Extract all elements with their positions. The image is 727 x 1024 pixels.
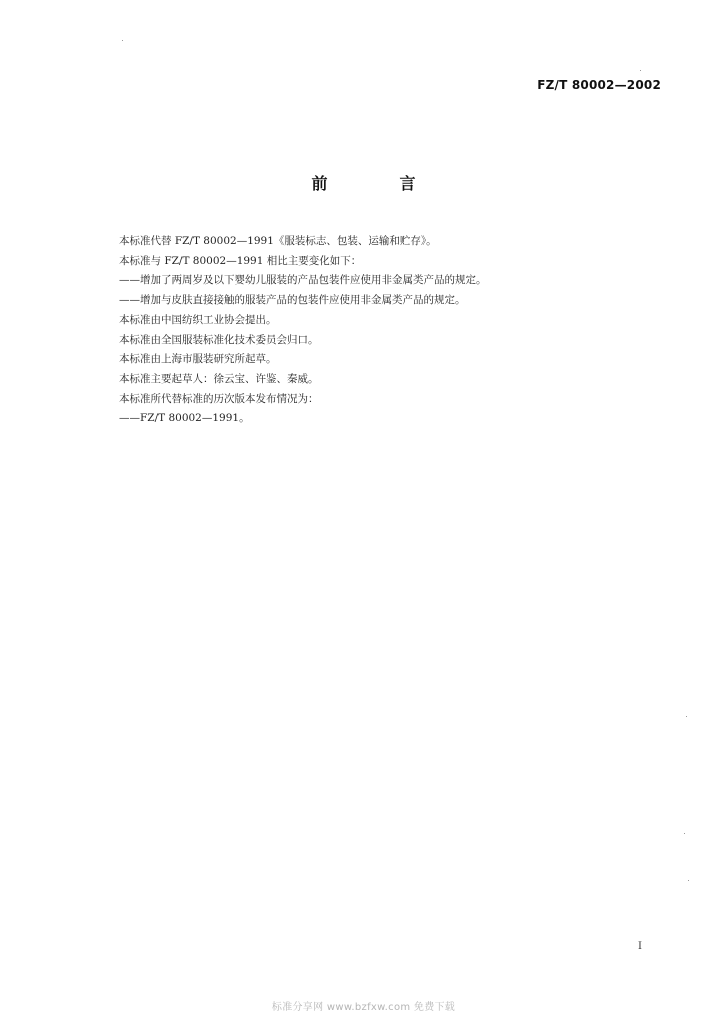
scan-speck: [122, 40, 123, 41]
footer-watermark: 标准分享网 www.bzfxw.com 免费下载: [271, 1002, 456, 1013]
foreword-body: [119, 232, 589, 429]
scan-speck: [684, 833, 685, 834]
standard-code: FZ/T 80002—2002: [537, 78, 661, 92]
body-line-10: ——FZ/T 80002—1991。: [119, 412, 250, 425]
scan-speck: [686, 716, 687, 717]
scan-speck: [688, 880, 689, 881]
body-line-9: 本标准所代替标准的历次版本发布情况为：: [119, 392, 319, 405]
body-line-8: 本标准主要起草人：徐云宝、许鉴、秦威。: [119, 372, 319, 385]
body-line-7: 本标准由上海市服装研究所起草。: [119, 353, 277, 366]
body-line-5: 本标准由中国纺织工业协会提出。: [119, 313, 277, 326]
body-line-4: ——增加与皮肤直接接触的服装产品的包装件应使用非金属类产品的规定。: [119, 294, 466, 307]
body-line-6: 本标准由全国服装标准化技术委员会归口。: [119, 333, 319, 346]
body-line-1: 本标准代替 FZ/T 80002—1991《服装标志、包装、运输和贮存》。: [119, 235, 437, 247]
body-line-2: 本标准与 FZ/T 80002—1991 相比主要变化如下：: [119, 254, 362, 267]
body-line-3: ——增加了两周岁及以下婴幼儿服装的产品包装件应使用非金属类产品的规定。: [119, 274, 487, 287]
scan-speck: [640, 70, 641, 71]
page-number: I: [638, 941, 642, 952]
page-title: 前 言: [311, 174, 444, 193]
